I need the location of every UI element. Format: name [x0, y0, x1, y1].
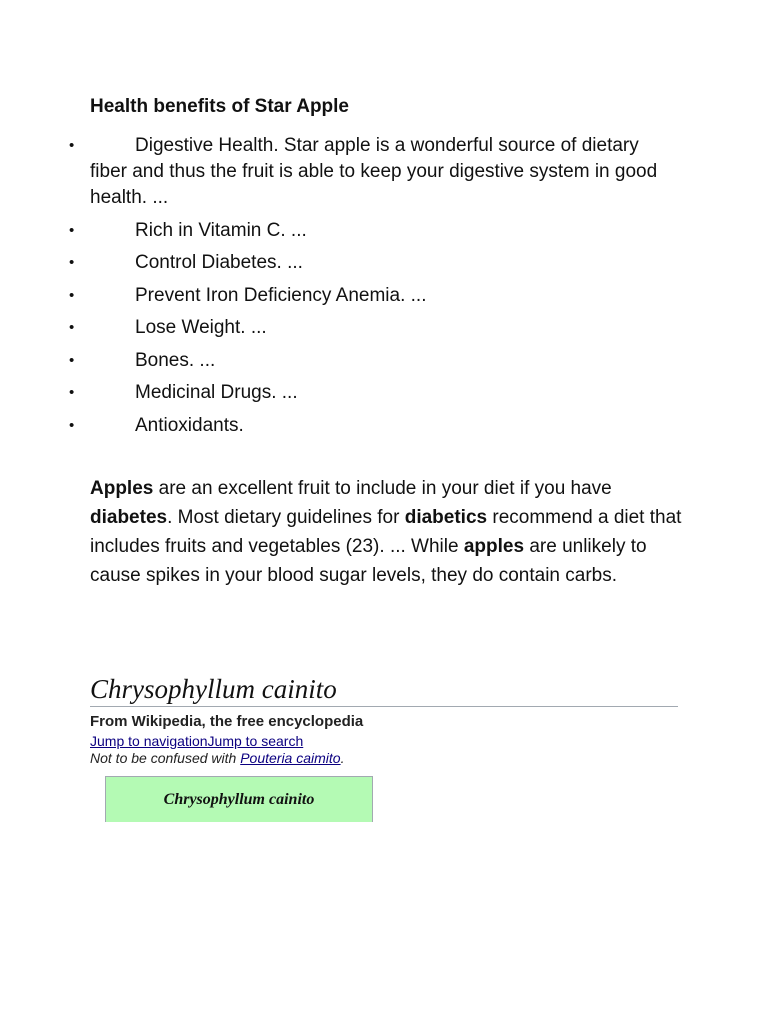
bullet-icon: • [69, 221, 75, 239]
bold-diabetes: diabetes [90, 507, 168, 528]
apples-diabetes-paragraph [90, 474, 690, 590]
wiki-subtitle: From Wikipedia, the free encyclopedia [90, 713, 364, 730]
bold-apples-2: apples [463, 536, 525, 557]
list-item-text: Medicinal Drugs. ... [135, 382, 298, 403]
benefits-list [0, 133, 768, 445]
jump-to-navigation-link[interactable]: Jump to navigation [90, 733, 208, 749]
paragraph-text: . Most dietary guidelines for [167, 507, 405, 528]
hatnote-suffix: . [340, 750, 345, 766]
list-item-text: Lose Weight. ... [135, 317, 267, 338]
bullet-icon: • [69, 319, 75, 336]
hatnote [90, 750, 344, 767]
paragraph-text: are an excellent fruit to include in your diet if you have [153, 478, 612, 499]
heading-health-benefits: Health benefits of Star Apple [90, 96, 349, 117]
list-item [0, 413, 768, 439]
list-item [0, 218, 768, 244]
paragraph-text: recommend a diet that includes fruits and vegetables (23). ... While [90, 507, 682, 557]
bold-diabetics: diabetics [404, 507, 488, 528]
list-item-text: Control Diabetes. ... [135, 252, 303, 273]
wiki-article-title: Chrysophyllum cainito [90, 674, 337, 704]
bullet-icon: • [69, 351, 75, 369]
title-divider [90, 706, 678, 707]
taxobox-header: Chrysophyllum cainito [105, 776, 373, 822]
pouteria-caimito-link[interactable]: Pouteria caimito [240, 750, 341, 766]
list-item-text: Antioxidants. [135, 414, 244, 436]
list-item-text: Bones. ... [135, 349, 216, 371]
list-item-text: Rich in Vitamin C. ... [135, 219, 307, 241]
bold-apples: Apples [90, 478, 154, 499]
list-item [0, 283, 768, 309]
hatnote-prefix: Not to be confused with [90, 750, 241, 766]
jump-to-search-link[interactable]: Jump to search [207, 733, 304, 749]
bullet-icon: • [69, 416, 75, 434]
list-item [0, 250, 768, 276]
list-item [0, 348, 768, 374]
list-item [0, 380, 768, 406]
list-item [0, 315, 768, 341]
list-item-text: Digestive Health. Star apple is a wonderful source of dietary fiber and thus the fruit is able to keep your digestive system in good health. ... [90, 135, 658, 208]
bullet-icon: • [69, 254, 75, 271]
paragraph-text: are unlikely to cause spikes in your blood sugar levels, they do contain carbs. [90, 536, 647, 586]
bullet-icon: • [69, 137, 75, 154]
bullet-icon: • [69, 286, 75, 304]
list-item-text: Prevent Iron Deficiency Anemia. ... [135, 284, 427, 306]
list-item [0, 133, 768, 211]
bullet-icon: • [69, 384, 75, 401]
jump-links [90, 733, 303, 750]
